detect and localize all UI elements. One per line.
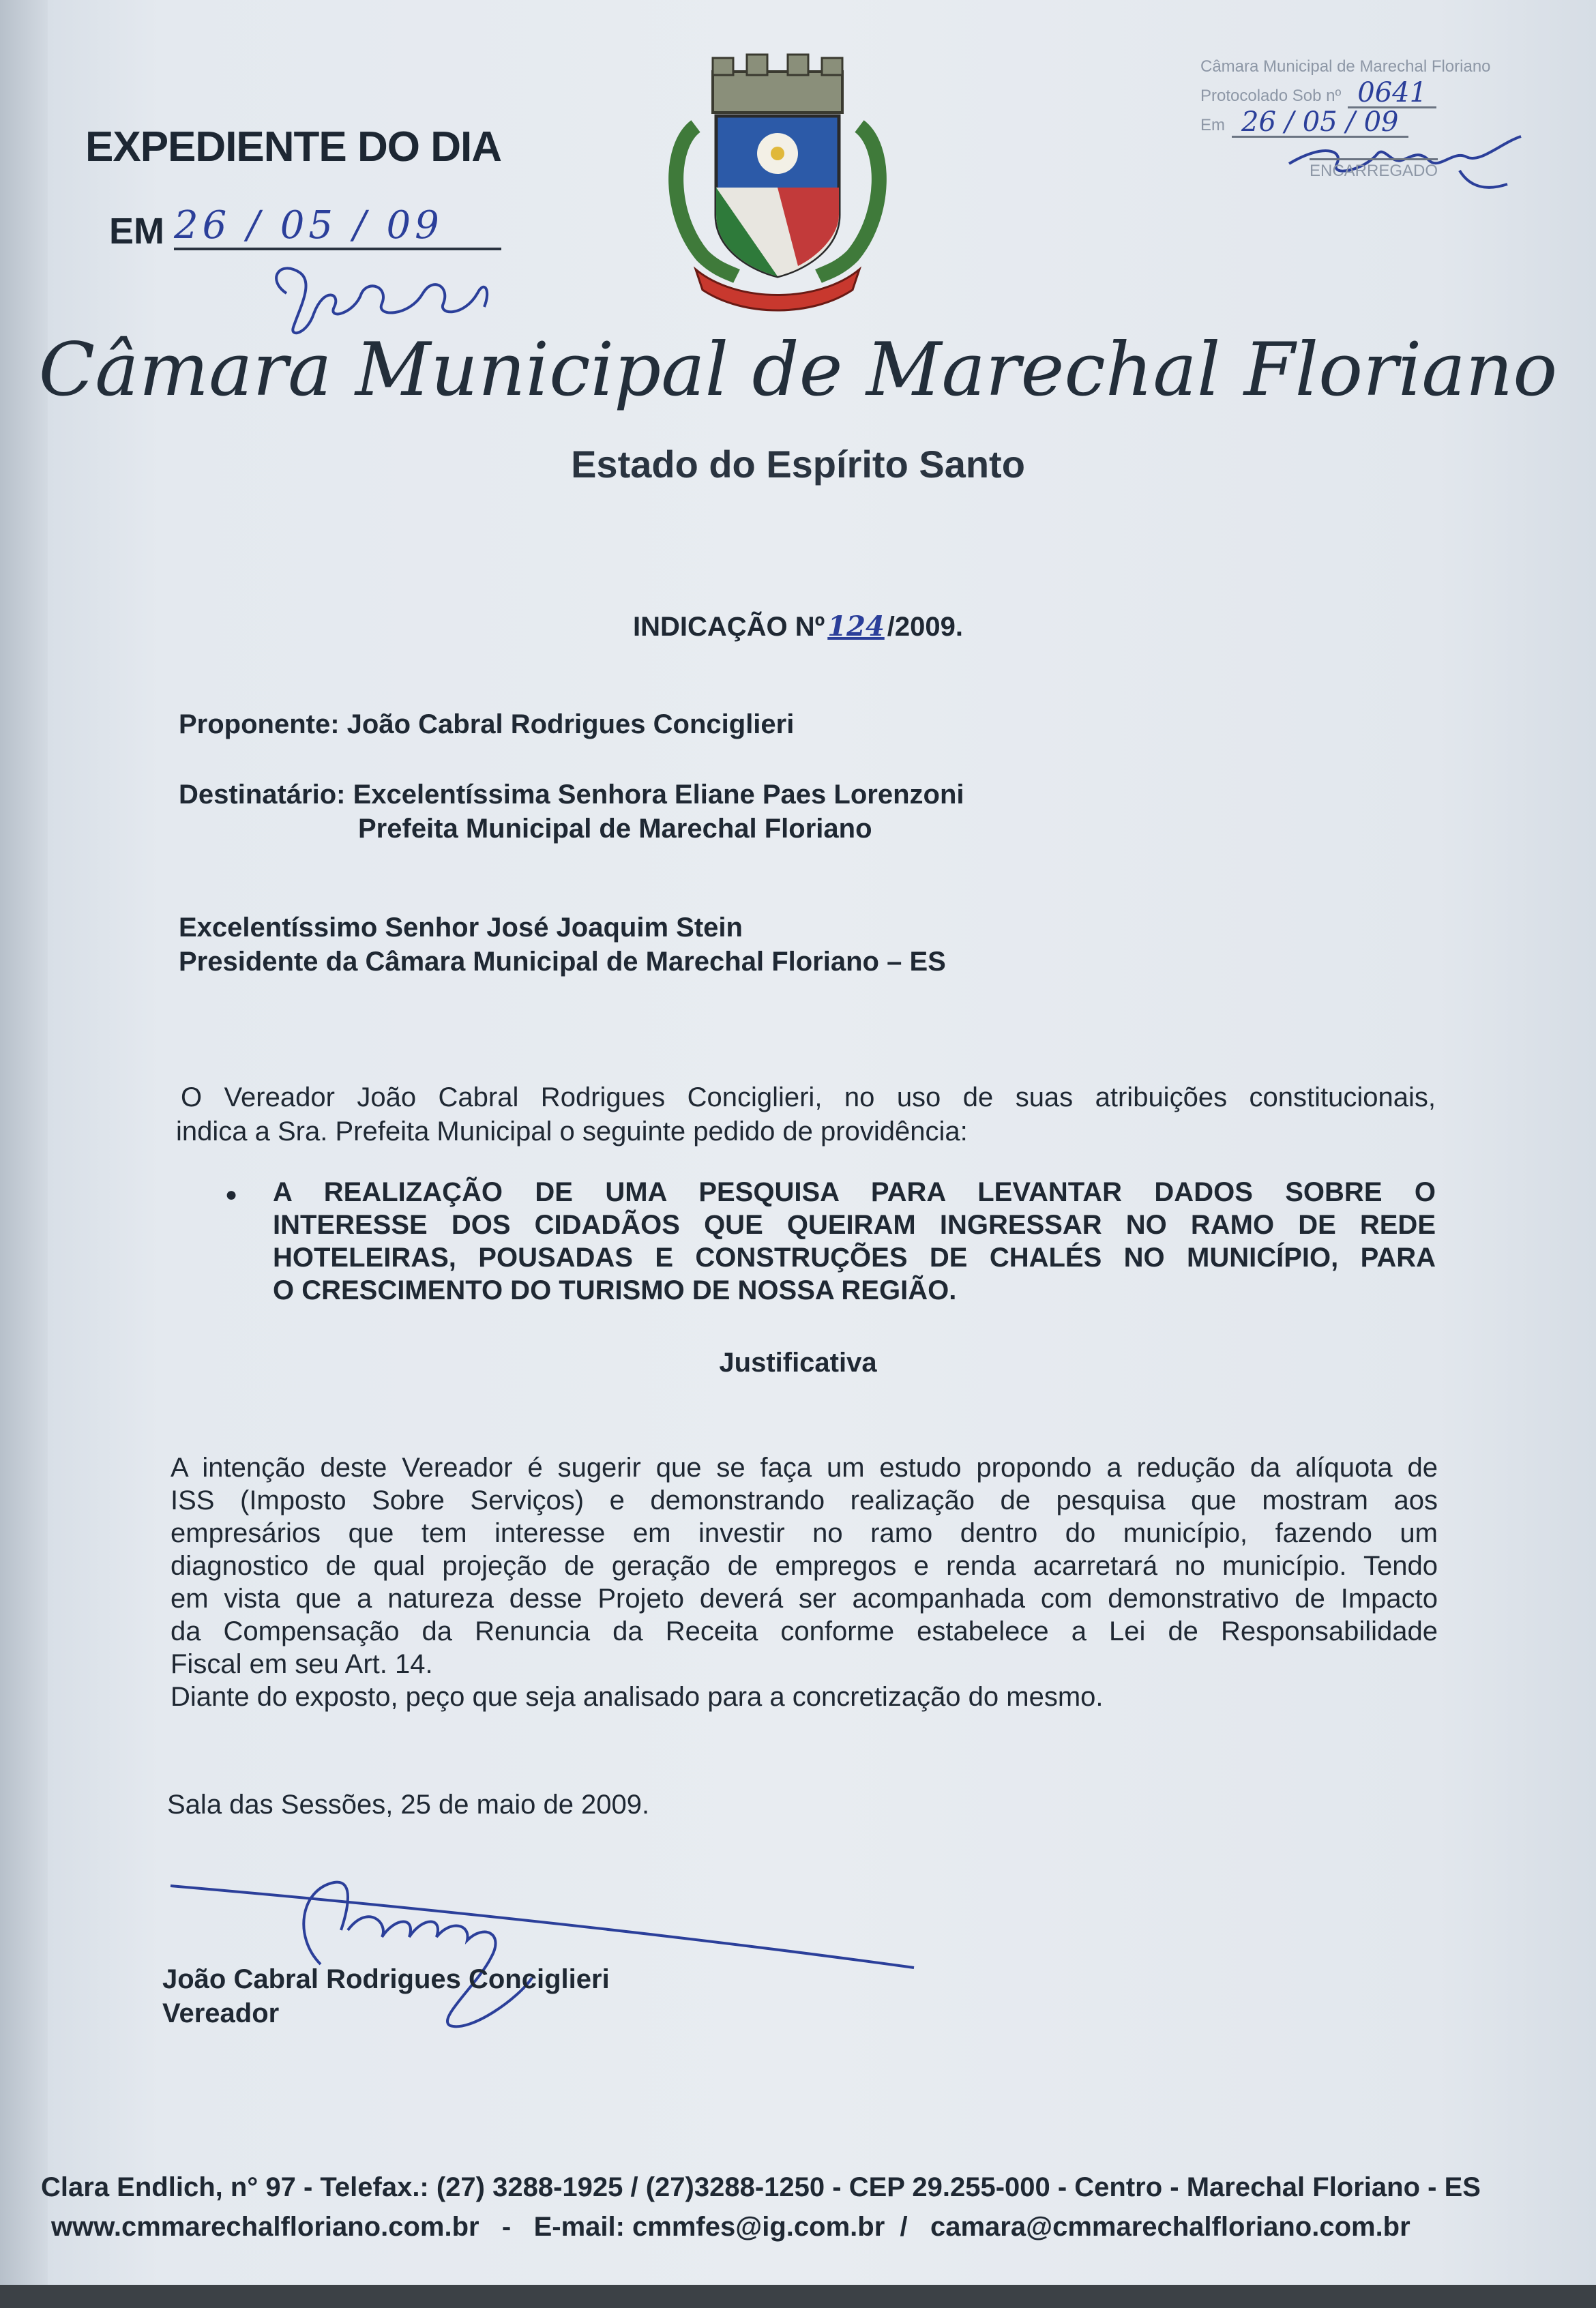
protocol-em-label: Em — [1200, 116, 1225, 134]
bullet-request — [273, 1176, 1436, 1307]
just-line: em vista que a natureza desse Projeto deverá ser acompanhada com demonstrativo de Impacto — [171, 1584, 1438, 1614]
intro-line2: indica a Sra. Prefeita Municipal o seguinte pedido de providência: — [176, 1116, 968, 1146]
indicacao-prefix: INDICAÇÃO Nº — [633, 612, 825, 642]
page-bottom-edge — [0, 2285, 1596, 2308]
expediente-label: EXPEDIENTE DO DIA — [85, 123, 501, 171]
just-line: da Compensação da Renuncia da Receita conforme estabelece a Lei de Responsabilidade — [171, 1616, 1438, 1646]
indicacao-title — [0, 610, 1596, 642]
bullet-line4: O CRESCIMENTO DO TURISMO DE NOSSA REGIÃO. — [273, 1275, 957, 1305]
chamber-title: Câmara Municipal de Marechal Floriano — [38, 327, 1558, 413]
just-line: Diante do exposto, peço que seja analisado para a concretização do mesmo. — [171, 1682, 1104, 1712]
justificativa-body — [171, 1451, 1438, 1713]
signer-name: João Cabral Rodrigues Conciglieri — [162, 1964, 610, 1994]
destinatario-line1: Destinatário: Excelentíssima Senhora Eliane Paes Lorenzoni — [179, 780, 964, 810]
just-line: A intenção deste Vereador é sugerir que se faça um estudo propondo a redução da alíquota de — [171, 1453, 1438, 1483]
bullet-line1: A REALIZAÇÃO DE UMA PESQUISA PARA LEVANTAR DADOS SOBRE O — [273, 1177, 1436, 1207]
coat-of-arms-icon — [655, 44, 900, 317]
bullet-line3: HOTELEIRAS, POUSADAS E CONSTRUÇÕES DE CHALÉS NO MUNICÍPIO, PARA — [273, 1243, 1436, 1273]
proponente: Proponente: João Cabral Rodrigues Conciglieri — [179, 709, 795, 739]
intro-line1: O Vereador João Cabral Rodrigues Conciglieri, no uso de suas atribuições constitucionais, — [181, 1082, 1436, 1112]
footer-address: Clara Endlich, n° 97 - Telefax.: (27) 3288-1925 / (27)3288-1250 - CEP 29.255-000 - Centro - Marechal Floriano - ES — [41, 2172, 1481, 2202]
justificativa-heading: Justificativa — [719, 1348, 877, 1378]
indicacao-suffix: /2009. — [887, 612, 963, 642]
indicacao-number: 124 — [827, 610, 885, 642]
sala-das-sessoes: Sala das Sessões, 25 de maio de 2009. — [167, 1790, 650, 1820]
encarregado-label: ENCARREGADO — [1310, 158, 1438, 181]
state-subtitle: Estado do Espírito Santo — [571, 443, 1025, 486]
just-line: Fiscal em seu Art. 14. — [171, 1649, 433, 1679]
just-line: ISS (Imposto Sobre Serviços) e demonstrando realização de pesquisa que mostram aos — [171, 1485, 1438, 1515]
protocol-date: 26 / 05 / 09 — [1232, 108, 1408, 138]
just-line: empresários que tem interesse em investir no ramo dentro do município, fazendo um — [171, 1518, 1438, 1548]
presidente-line2: Presidente da Câmara Municipal de Marechal Floriano – ES — [179, 947, 946, 977]
signer-role: Vereador — [162, 1998, 280, 2028]
em-label: EM — [109, 211, 164, 252]
footer-contacts: www.cmmarechalfloriano.com.br - E-mail: cmmfes@ig.com.br / camara@cmmarechalfloriano.com.br — [51, 2212, 1410, 2242]
protocol-header-line: Câmara Municipal de Marechal Floriano — [1200, 57, 1491, 76]
presidente-line1: Excelentíssimo Senhor José Joaquim Stein — [179, 913, 743, 943]
bullet-line2: INTERESSE DOS CIDADÃOS QUE QUEIRAM INGRESSAR NO RAMO DE REDE — [273, 1210, 1436, 1240]
protocolado-label: Protocolado Sob nº — [1200, 87, 1342, 105]
bullet-dot-icon: ● — [225, 1183, 238, 1206]
just-line: diagnostico de qual projeção de geração de empregos e renda acarretará no município. Tendo — [171, 1551, 1438, 1581]
em-handwritten-date: 26 / 05 / 09 — [174, 203, 501, 250]
destinatario-line2: Prefeita Municipal de Marechal Floriano — [358, 814, 872, 844]
protocolado-number: 0641 — [1348, 79, 1436, 108]
protocolado-row — [1200, 79, 1541, 108]
